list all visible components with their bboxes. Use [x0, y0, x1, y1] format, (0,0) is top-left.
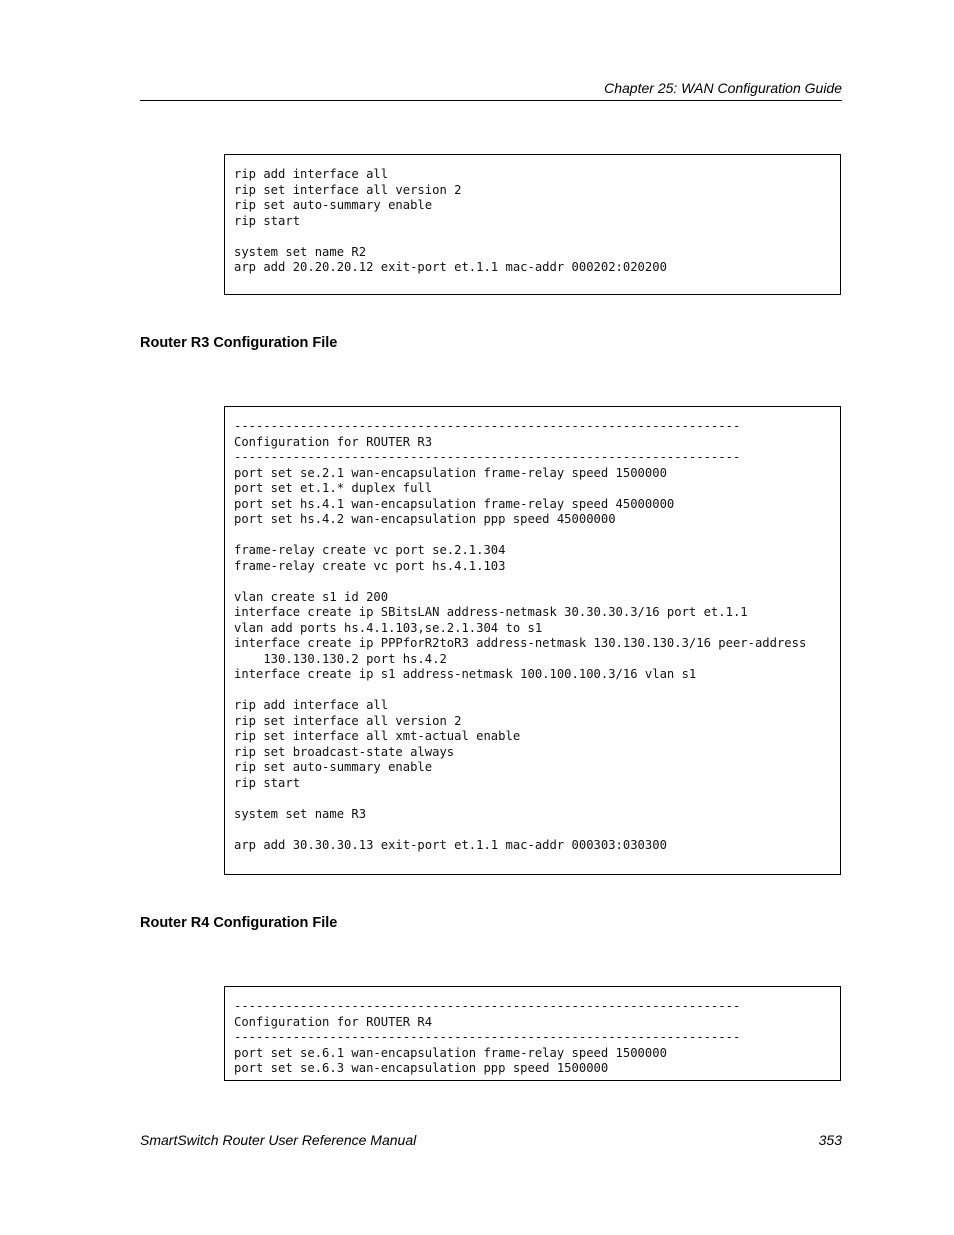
section-heading-r3: Router R3 Configuration File: [140, 335, 338, 351]
chapter-title: Chapter 25: WAN Configuration Guide: [604, 80, 842, 96]
page-number: 353: [818, 1132, 842, 1148]
section-heading-r4: Router R4 Configuration File: [140, 915, 338, 931]
footer-manual-title: SmartSwitch Router User Reference Manual: [140, 1132, 417, 1148]
code-text: rip add interface all rip set interface all version 2 rip set auto-summary enable rip start system set name R2 arp add 20.20.20.12 exit-port et.1.1 mac-addr 000202:020200: [234, 167, 667, 274]
code-block-r4-config: [224, 986, 841, 1081]
code-block-r2-tail: [224, 154, 841, 295]
running-header: [140, 78, 842, 101]
code-block-r3-config: [224, 406, 841, 875]
code-text: --------------------------------------------------------------------- Configuration for ROUTER R3 --------------------------------------------------------------------- port set se.2.1 wan-encapsulation frame-relay speed 1500000 port set et.1.* duplex full port set hs.4.1 wan-encapsulation frame-relay speed 45000000 port set hs.4.2 wan-encapsulation ppp speed 45000000 frame-relay create vc port se.2.1.304 frame-relay create vc port hs.4.1.103 vlan create s1 id 200 interface create ip SBitsLAN address-netmask 30.30.30.3/16 port et.1.1 vlan add ports hs.4.1.103,se.2.1.304 to s1 interface create ip PPPforR2toR3 address-netmask 130.130.130.3/16 peer-address 130.130.130.2 port hs.4.2 interface create ip s1 address-netmask 100.100.100.3/16 vlan s1 rip add interface all rip set interface all version 2 rip set interface all xmt-actual enable rip set broadcast-state always rip set auto-summary enable rip start system set name R3 arp add 30.30.30.13 exit-port et.1.1 mac-addr 000303:030300: [234, 419, 807, 852]
code-text: --------------------------------------------------------------------- Configuration for ROUTER R4 --------------------------------------------------------------------- port set se.6.1 wan-encapsulation frame-relay speed 1500000 port set se.6.3 wan-encapsulation ppp speed 1500000: [234, 999, 741, 1075]
